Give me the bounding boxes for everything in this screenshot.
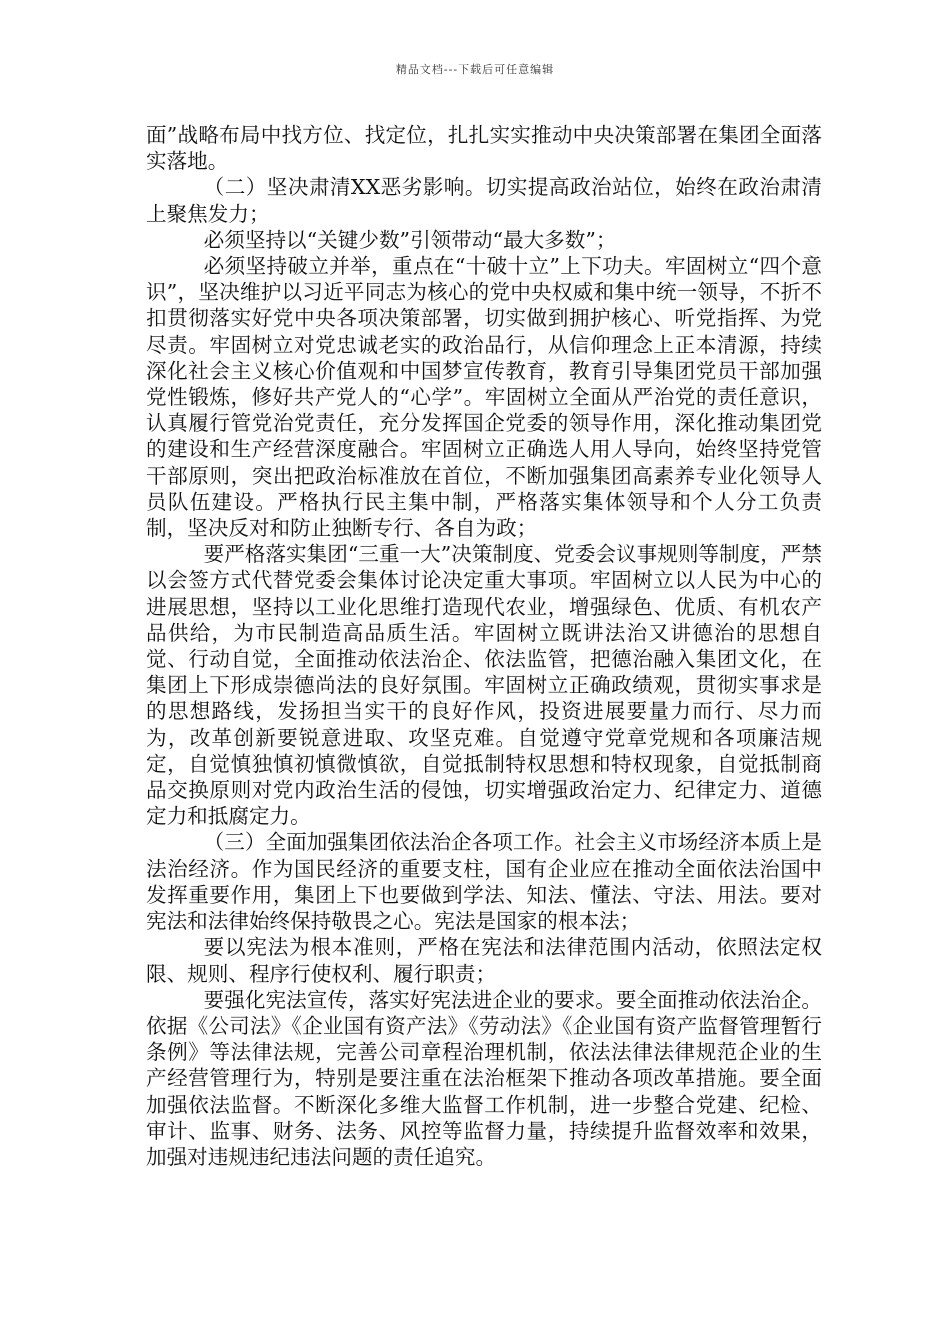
paragraph: （二）坚决肃清XX恶劣影响。切实提高政治站位，始终在政治肃清上聚焦发力； bbox=[146, 175, 822, 226]
document-body bbox=[146, 122, 822, 1170]
paragraph: 面”战略布局中找方位、找定位，扎扎实实推动中央决策部署在集团全面落实落地。 bbox=[146, 123, 822, 174]
paragraph: 必须坚持破立并举，重点在“十破十立”上下功夫。牢固树立“四个意识”，坚决维护以习近平同志为核心的党中央权威和集中统一领导，不折不扣贯彻落实好党中央各项决策部署，切实做到拥护核心、听党指挥、为党尽责。牢固树立对党忠诚老实的政治品行，从信仰理念上正本清源，持续深化社会主义核心价值观和中国梦宣传教育，教育引导集团党员干部加强党性锻炼，修好共产党人的“心学”。牢固树立全面从严治党的责任意识，认真履行管党治党责任，充分发挥国企党委的领导作用，深化推动集团党的建设和生产经营深度融合。牢固树立正确选人用人导向，始终坚持党管干部原则，突出把政治标准放在首位，不断加强集团高素养专业化领导人员队伍建设。严格执行民主集中制，严格落实集体领导和个人分工负责制，坚决反对和防止独断专行、各自为政； bbox=[146, 254, 822, 541]
paragraph: （三）全面加强集团依法治企各项工作。社会主义市场经济本质上是法治经济。作为国民经济的重要支柱，国有企业应在推动全面依法治国中发挥重要作用，集团上下也要做到学法、知法、懂法、守法、用法。要对宪法和法律始终保持敬畏之心。宪法是国家的根本法； bbox=[146, 830, 822, 934]
paragraph: 要强化宪法宣传，落实好宪法进企业的要求。要全面推动依法治企。依据《公司法》《企业国有资产法》《劳动法》《企业国有资产监督管理暂行条例》等法律法规，完善公司章程治理机制，依法法律法律规范企业的生产经营管理行为，特别是要注重在法治框架下推动各项改革措施。要全面加强依法监督。不断深化多维大监督工作机制，进一步整合党建、纪检、审计、监事、财务、法务、风控等监督力量，持续提升监督效率和效果，加强对违规违纪违法问题的责任追究。 bbox=[146, 987, 822, 1169]
page-header: 精品文档---下载后可任意编辑 bbox=[395, 63, 555, 76]
paragraph: 要严格落实集团“三重一大”决策制度、党委会议事规则等制度，严禁以会签方式代替党委会集体讨论决定重大事项。牢固树立以人民为中心的进展思想，坚持以工业化思维打造现代农业，增强绿色、优质、有机农产品供给，为市民制造高品质生活。牢固树立既讲法治又讲德治的思想自觉、行动自觉，全面推动依法治企、依法监管，把德治融入集团文化，在集团上下形成崇德尚法的良好氛围。牢固树立正确政绩观，贯彻实事求是的思想路线，发扬担当实干的良好作风，投资进展要量力而行、尽力而为，改革创新要锐意进取、攻坚克难。自觉遵守党章党规和各项廉洁规定，自觉慎独慎初慎微慎欲，自觉抵制特权思想和特权现象，自觉抵制商品交换原则对党内政治生活的侵蚀，切实增强政治定力、纪律定力、道德定力和抵腐定力。 bbox=[146, 542, 822, 829]
paragraph: 必须坚持以“关键少数”引领带动“最大多数”； bbox=[203, 227, 617, 252]
paragraph: 要以宪法为根本准则，严格在宪法和法律范围内活动，依照法定权限、规则、程序行使权利、履行职责； bbox=[146, 935, 822, 986]
